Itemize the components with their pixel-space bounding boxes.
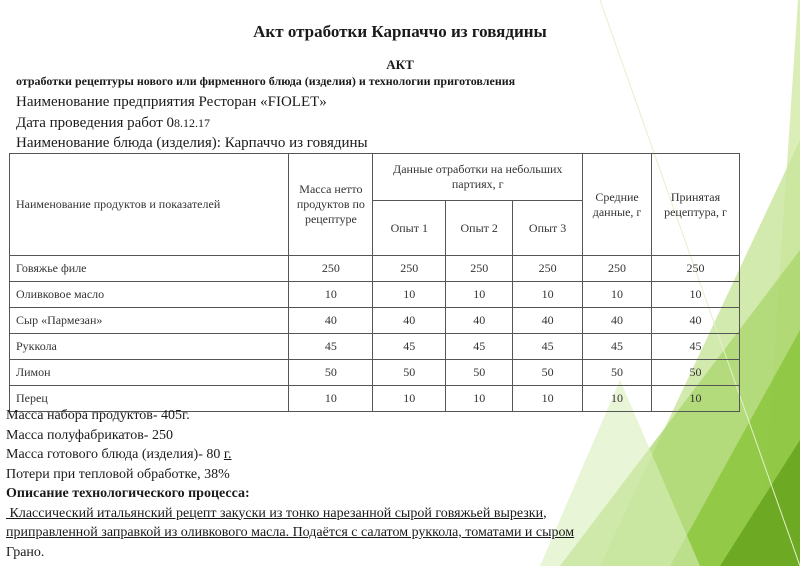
trial-1-value: 10 [373,282,446,308]
average-value: 10 [583,282,652,308]
process-line-1: Классический итальянский рецепт закуски из тонко нарезанной сырой говяжьей вырезки, [6,505,547,521]
mass-net: 45 [289,334,373,360]
trial-3-value: 10 [513,282,583,308]
process-title: Описание технологического процесса: [6,486,250,501]
trial-1-value: 50 [373,360,446,386]
trial-2-value: 250 [446,256,513,282]
process-line-2: приправленной заправкой из оливкового масла. Подаётся с салатом руккола, томатами и сыром [6,525,575,540]
ready-mass-line [6,445,574,465]
average-value: 10 [583,386,652,412]
accepted-value: 10 [652,386,740,412]
trial-3-value: 10 [513,386,583,412]
table-row [10,334,740,360]
organization-value: Ресторан «FIOLET» [198,94,327,110]
product-name: Перец [10,386,289,412]
organization-label: Наименование предприятия [16,94,195,110]
trial-2-value: 45 [446,334,513,360]
product-name: Оливковое масло [10,282,289,308]
product-name: Сыр «Пармезан» [10,308,289,334]
col-header-average: Средние данные, г [583,154,652,256]
trial-2-value: 10 [446,282,513,308]
col-header-trial-3: Опыт 3 [513,201,583,256]
mass-net: 10 [289,282,373,308]
table-row [10,308,740,334]
set-mass-text: Масса набора продуктов- 405г. [6,408,190,423]
trial-3-value: 40 [513,308,583,334]
col-header-trial-2: Опыт 2 [446,201,513,256]
accepted-value: 40 [652,308,740,334]
dish-line [16,135,368,152]
trial-1-value: 40 [373,308,446,334]
product-name: Руккола [10,334,289,360]
trial-1-value: 10 [373,386,446,412]
dish-value: Карпаччо из говядины [224,135,368,151]
average-value: 40 [583,308,652,334]
dish-label: Наименование блюда (изделия): [16,135,221,151]
average-value: 50 [583,360,652,386]
notes-block [6,406,574,562]
mass-net: 250 [289,256,373,282]
col-header-mass: Масса нетто продуктов по рецептуре [289,154,373,256]
mass-net: 50 [289,360,373,386]
ready-mass-text: Масса готового блюда (изделия)- 80 [6,447,224,462]
date-line [16,115,210,132]
process-line-3: Грано. [6,544,45,560]
trial-2-value: 50 [446,360,513,386]
table-row [10,256,740,282]
accepted-value: 10 [652,282,740,308]
accepted-value: 45 [652,334,740,360]
average-value: 250 [583,256,652,282]
document-heading: АКТ [386,57,414,72]
accepted-value: 250 [652,256,740,282]
trial-3-value: 50 [513,360,583,386]
slide-title: Акт отработки Карпаччо из говядины [253,22,547,41]
date-label: Дата проведения работ 0 [16,115,175,131]
trial-2-value: 40 [446,308,513,334]
table-row [10,282,740,308]
col-header-trial-group: Данные отработки на небольших партиях, г [373,154,583,201]
trial-1-value: 250 [373,256,446,282]
recipe-table [9,153,740,412]
trial-2-value: 10 [446,386,513,412]
document-subheading: отработки рецептуры нового или фирменного блюда (изделия) и технологии приготовления [16,74,516,88]
col-header-trial-1: Опыт 1 [373,201,446,256]
average-value: 45 [583,334,652,360]
col-header-name: Наименование продуктов и показателей [10,154,289,256]
trial-1-value: 45 [373,334,446,360]
product-name: Лимон [10,360,289,386]
ready-mass-unit: г. [223,447,232,462]
product-name: Говяжье филе [10,256,289,282]
losses-text: Потери при тепловой обработке, 38% [6,466,230,482]
trial-3-value: 45 [513,334,583,360]
trial-3-value: 250 [513,256,583,282]
semi-mass-text: Масса полуфабрикатов- 250 [6,427,173,443]
col-header-accepted: Принятая рецептура, г [652,154,740,256]
accepted-value: 50 [652,360,740,386]
table-row [10,360,740,386]
organization-line [16,94,327,111]
date-value: 8.12.17 [174,116,211,130]
mass-net: 10 [289,386,373,412]
mass-net: 40 [289,308,373,334]
